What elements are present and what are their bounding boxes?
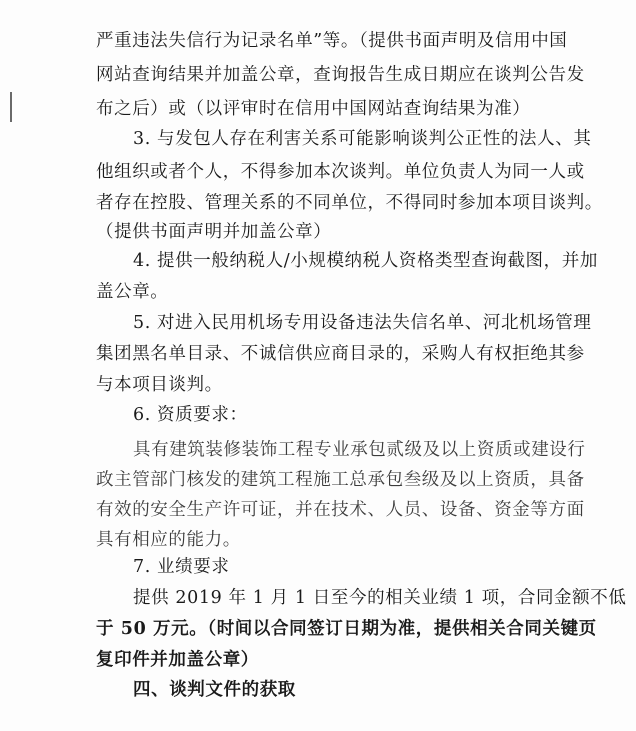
item-3-line: （提供书面声明并加盖公章） (96, 222, 332, 242)
item-7-line: 复印件并加盖公章） (96, 650, 259, 670)
scan-margin-mark (10, 92, 12, 122)
item-6-line: 政主管部门核发的建筑工程施工总承包叁级及以上资质，具备 (96, 470, 585, 490)
item-3-line: 他组织或者个人，不得参加本次谈判。单位负责人为同一人或 (96, 162, 585, 182)
item-7-heading: 7. 业绩要求 (133, 557, 230, 577)
item-6-line: 具有相应的能力。 (96, 530, 241, 550)
item-5-line: 与本项目谈判。 (96, 375, 223, 395)
item-5-line: 集团黑名单目录、不诚信供应商目录的，采购人有权拒绝其参 (96, 344, 585, 364)
item-5-line: 5. 对进入民用机场专用设备违法失信名单、河北机场管理 (133, 313, 592, 333)
paragraph-line: 布之后）或（以评审时在信用中国网站查询结果为准） (96, 99, 531, 119)
item-4-line: 4. 提供一般纳税人/小规模纳税人资格类型查询截图，并加 (133, 251, 598, 271)
item-3-line: 3. 与发包人存在利害关系可能影响谈判公正性的法人、其 (133, 129, 592, 149)
paragraph-line: 严重违法失信行为记录名单”等。（提供书面声明及信用中国 (96, 31, 568, 51)
item-6-heading: 6. 资质要求： (133, 405, 248, 425)
item-3-line: 者存在控股、管理关系的不同单位，不得同时参加本项目谈判。 (96, 193, 603, 213)
section-4-heading: 四、谈判文件的获取 (133, 680, 296, 700)
item-4-line: 盖公章。 (96, 282, 169, 302)
item-6-line: 有效的安全生产许可证，并在技术、人员、设备、资金等方面 (96, 500, 585, 520)
item-6-line: 具有建筑装修装饰工程专业承包贰级及以上资质或建设行 (133, 440, 586, 460)
item-7-line: 于 50 万元。（时间以合同签订日期为准，提供相关合同关键页 (96, 619, 597, 639)
item-7-line: 提供 2019 年 1 月 1 日至今的相关业绩 1 项，合同金额不低 (133, 588, 627, 608)
paragraph-line: 网站查询结果并加盖公章，查询报告生成日期应在谈判公告发 (96, 65, 585, 85)
